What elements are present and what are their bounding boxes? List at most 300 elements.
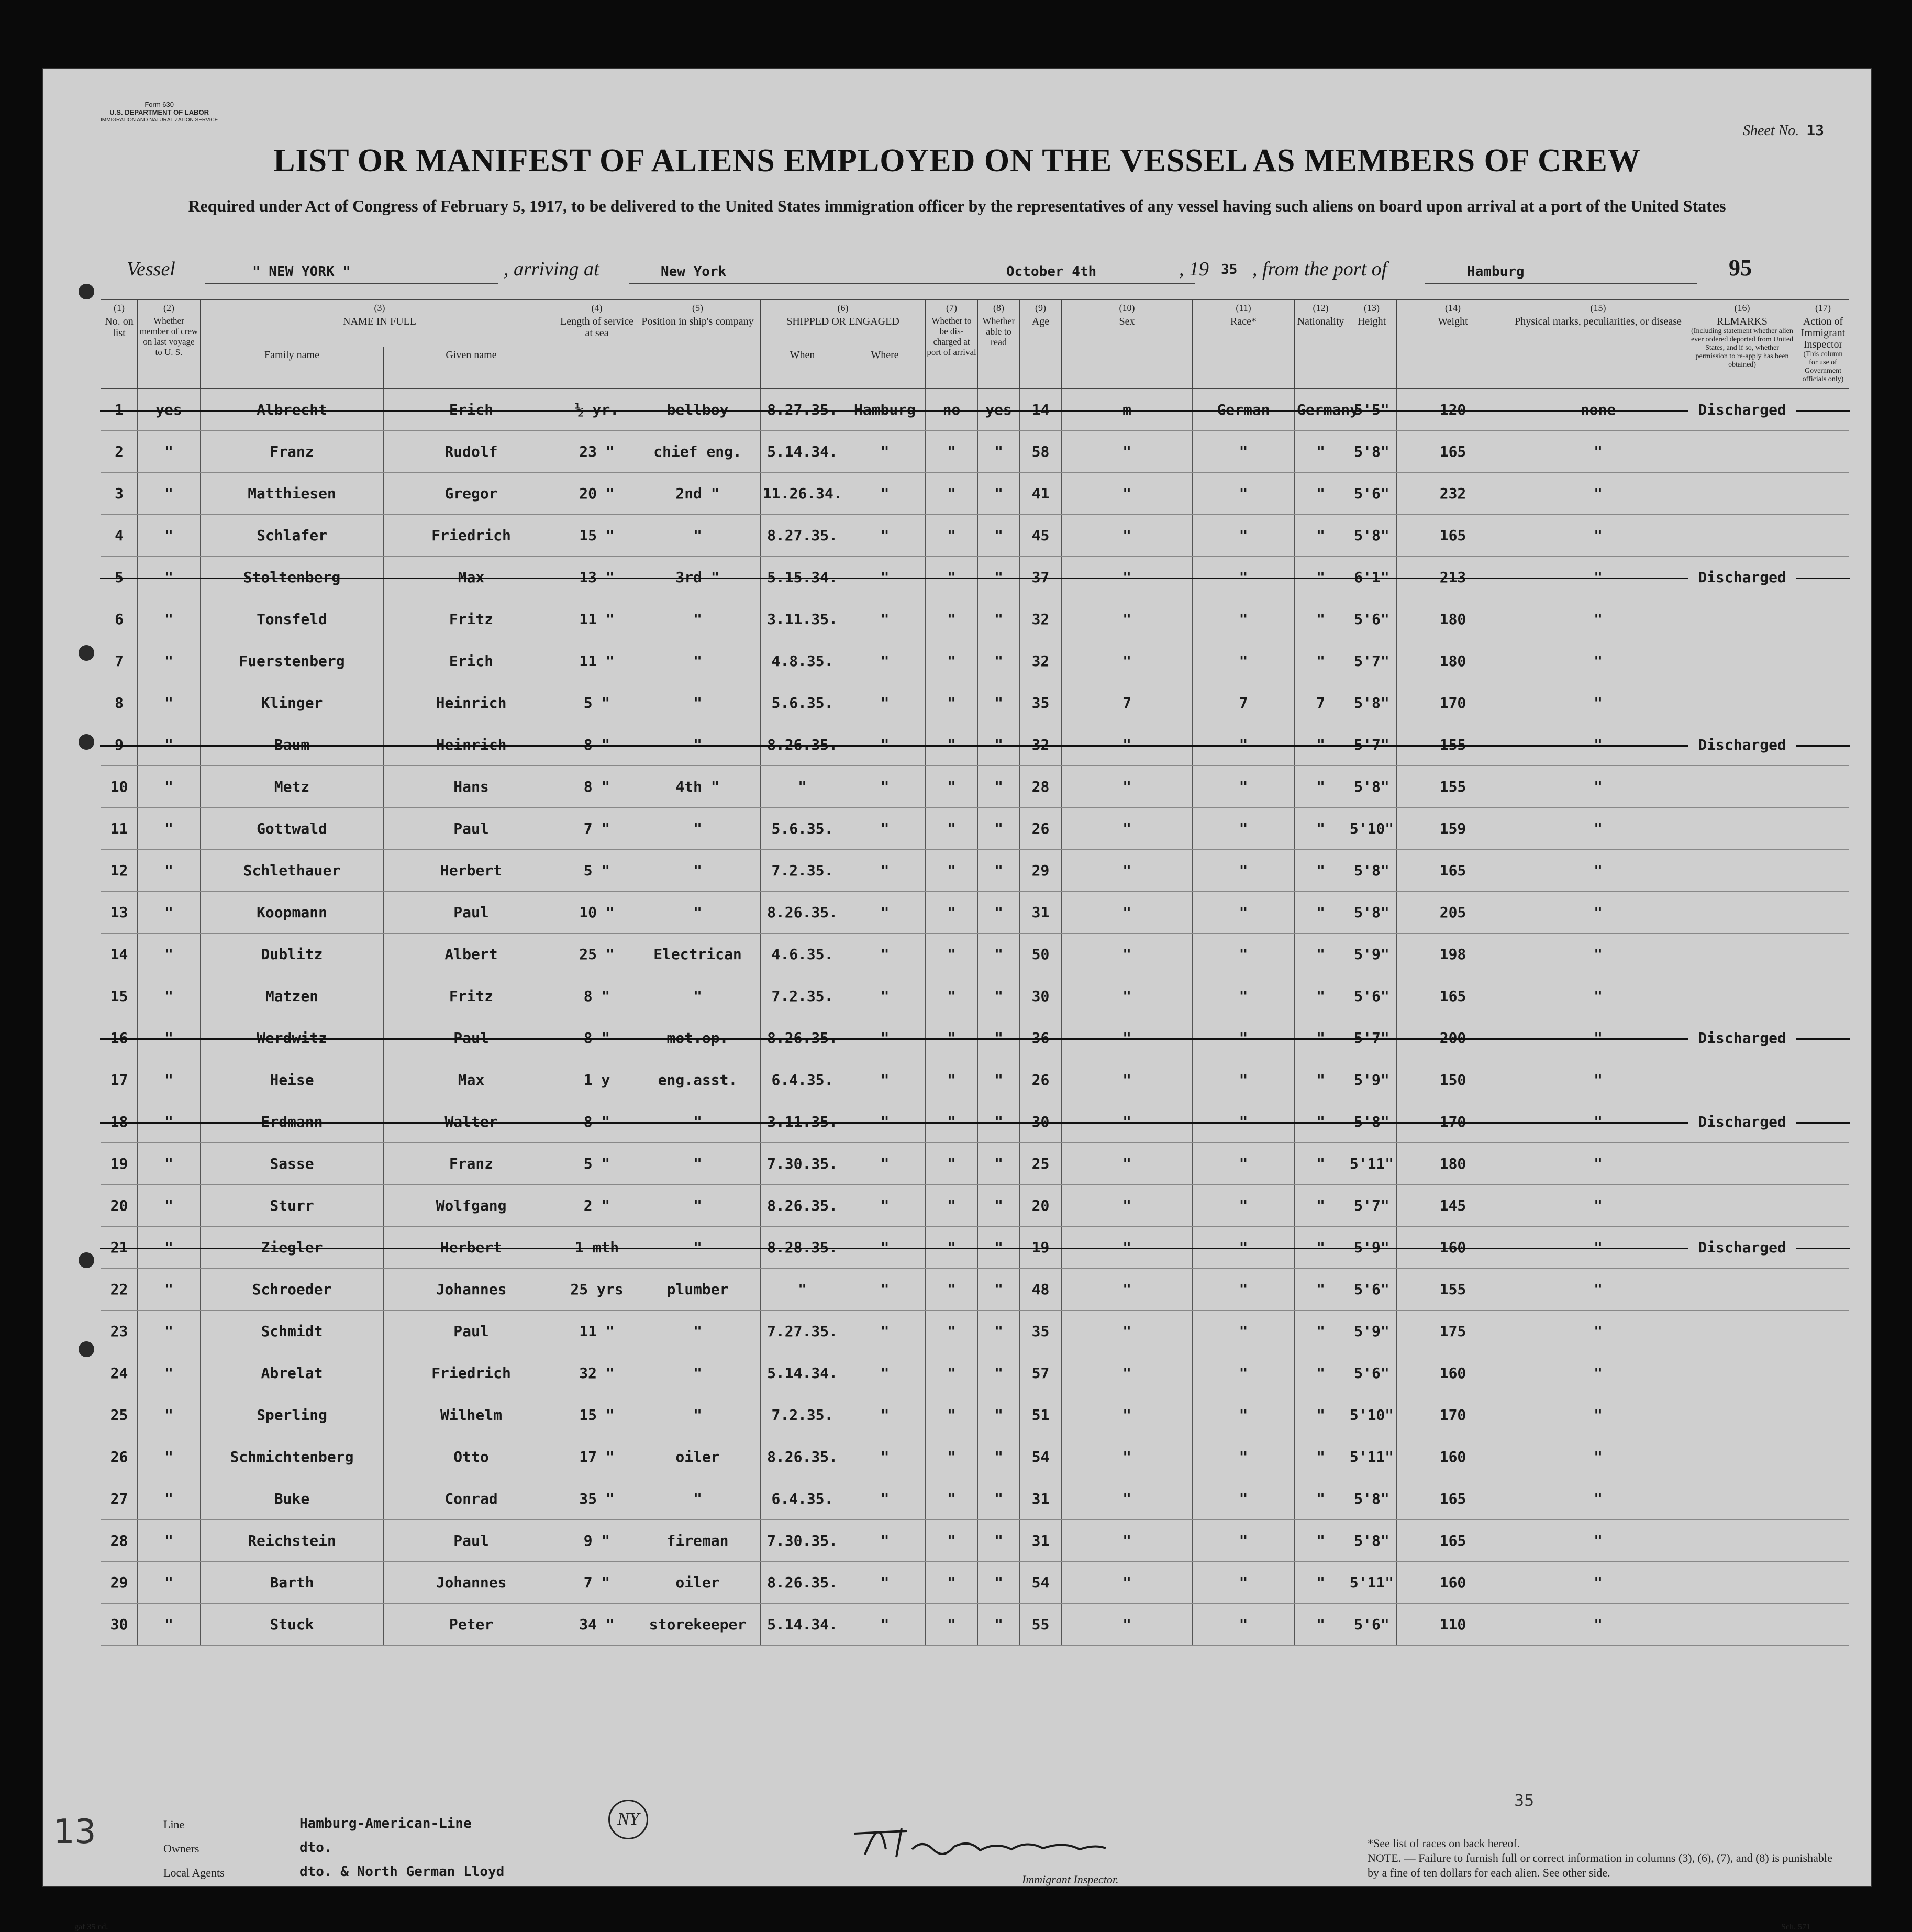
discharged-cell: " xyxy=(926,1101,978,1143)
height-cell: 5'8" xyxy=(1347,1478,1397,1520)
sex-cell: " xyxy=(1062,1227,1193,1269)
shipped-where-cell: " xyxy=(844,1185,926,1227)
races-note: *See list of races on back hereof. xyxy=(1368,1837,1520,1850)
discharged-cell: " xyxy=(926,1227,978,1269)
inspector-action-cell xyxy=(1797,1478,1849,1520)
discharged-cell: " xyxy=(926,1269,978,1311)
family-name-cell: Schmidt xyxy=(201,1311,384,1352)
race-cell: " xyxy=(1193,892,1295,934)
service-length-cell: 13 " xyxy=(559,557,635,598)
table-row xyxy=(101,557,1849,598)
nationality-cell: 7 xyxy=(1295,682,1347,724)
shipped-when-cell: 3.11.35. xyxy=(761,598,844,640)
discharged-cell: " xyxy=(926,1017,978,1059)
race-cell: " xyxy=(1193,934,1295,975)
weight-cell: 205 xyxy=(1397,892,1509,934)
weight-cell: 160 xyxy=(1397,1562,1509,1604)
height-cell: 5'7" xyxy=(1347,640,1397,682)
race-cell: " xyxy=(1193,1604,1295,1646)
col-nationality-header: (12) Nationality xyxy=(1295,300,1347,389)
sex-cell: " xyxy=(1062,1101,1193,1143)
height-cell: 5'8" xyxy=(1347,515,1397,557)
given-name-cell: Gregor xyxy=(384,473,559,515)
able-to-read-cell: " xyxy=(978,1352,1020,1394)
row-number-cell: 1 xyxy=(101,389,138,431)
nationality-cell: " xyxy=(1295,515,1347,557)
nationality-cell: " xyxy=(1295,1394,1347,1436)
position-cell: " xyxy=(635,515,761,557)
height-cell: 5'9" xyxy=(1347,1059,1397,1101)
given-name-cell: Heinrich xyxy=(384,724,559,766)
discharged-cell: " xyxy=(926,1143,978,1185)
discharged-cell: " xyxy=(926,640,978,682)
vessel-line xyxy=(127,255,1752,289)
race-cell: " xyxy=(1193,1143,1295,1185)
shipped-where-cell: " xyxy=(844,808,926,850)
position-cell: " xyxy=(635,640,761,682)
table-row xyxy=(101,389,1849,431)
given-name-cell: Friedrich xyxy=(384,515,559,557)
able-to-read-cell: " xyxy=(978,850,1020,892)
department-name: U.S. DEPARTMENT OF LABOR xyxy=(109,108,209,116)
height-cell: 5'9" xyxy=(1347,1311,1397,1352)
able-to-read-cell: " xyxy=(978,1311,1020,1352)
col-no-header: (1) No. on list xyxy=(101,300,138,389)
row-number-cell: 6 xyxy=(101,598,138,640)
discharged-cell: " xyxy=(926,1185,978,1227)
sex-cell: " xyxy=(1062,1017,1193,1059)
sex-cell: m xyxy=(1062,389,1193,431)
shipped-where-cell: " xyxy=(844,1604,926,1646)
nationality-cell: " xyxy=(1295,724,1347,766)
given-name-cell: Wilhelm xyxy=(384,1394,559,1436)
position-cell: " xyxy=(635,892,761,934)
service-length-cell: 32 " xyxy=(559,1352,635,1394)
physical-marks-cell: " xyxy=(1509,1101,1687,1143)
height-cell: 6'1" xyxy=(1347,557,1397,598)
able-to-read-cell: " xyxy=(978,724,1020,766)
remarks-cell: Discharged xyxy=(1687,557,1797,598)
discharged-cell: " xyxy=(926,1059,978,1101)
given-name-cell: Johannes xyxy=(384,1562,559,1604)
physical-marks-cell: " xyxy=(1509,1352,1687,1394)
margin-page-number: 13 xyxy=(53,1813,96,1851)
service-length-cell: 17 " xyxy=(559,1436,635,1478)
remarks-cell xyxy=(1687,1478,1797,1520)
family-name-cell: Werdwitz xyxy=(201,1017,384,1059)
given-name-cell: Paul xyxy=(384,808,559,850)
prev-voyage-cell: " xyxy=(138,975,201,1017)
family-name-cell: Sasse xyxy=(201,1143,384,1185)
service-length-cell: 34 " xyxy=(559,1604,635,1646)
row-number-cell: 13 xyxy=(101,892,138,934)
age-cell: 31 xyxy=(1020,1478,1062,1520)
nationality-cell: " xyxy=(1295,1227,1347,1269)
prev-voyage-cell: " xyxy=(138,1059,201,1101)
race-cell: " xyxy=(1193,640,1295,682)
shipped-when-cell: 8.27.35. xyxy=(761,389,844,431)
table-row xyxy=(101,975,1849,1017)
age-cell: 25 xyxy=(1020,1143,1062,1185)
table-row xyxy=(101,892,1849,934)
age-cell: 32 xyxy=(1020,640,1062,682)
year-prefix: , 19 xyxy=(1179,258,1209,280)
physical-marks-cell: " xyxy=(1509,640,1687,682)
given-name-cell: Paul xyxy=(384,1017,559,1059)
able-to-read-cell: " xyxy=(978,1269,1020,1311)
service-length-cell: 10 " xyxy=(559,892,635,934)
row-number-cell: 3 xyxy=(101,473,138,515)
from-label: , from the port of xyxy=(1252,258,1387,280)
nationality-cell: " xyxy=(1295,1436,1347,1478)
service-length-cell: 15 " xyxy=(559,1394,635,1436)
nationality-cell: " xyxy=(1295,640,1347,682)
physical-marks-cell: " xyxy=(1509,515,1687,557)
race-cell: " xyxy=(1193,557,1295,598)
page-title: LIST OR MANIFEST OF ALIENS EMPLOYED ON THE VESSEL AS MEMBERS OF CREW xyxy=(273,143,1641,179)
nationality-cell: " xyxy=(1295,431,1347,473)
col-sex-header: (10) Sex xyxy=(1062,300,1193,389)
table-row xyxy=(101,515,1849,557)
vessel-name: " NEW YORK " xyxy=(252,264,351,280)
footer-notes xyxy=(1368,1836,1839,1880)
family-name-cell: Schmichtenberg xyxy=(201,1436,384,1478)
family-name-cell: Baum xyxy=(201,724,384,766)
form-number: Form 630 xyxy=(144,101,174,108)
footer xyxy=(101,1792,1832,1896)
given-name-cell: Erich xyxy=(384,389,559,431)
nationality-cell: " xyxy=(1295,473,1347,515)
discharged-cell: " xyxy=(926,515,978,557)
sex-cell: " xyxy=(1062,1185,1193,1227)
sex-cell: " xyxy=(1062,724,1193,766)
service-length-cell: 11 " xyxy=(559,598,635,640)
service-length-cell: 1 y xyxy=(559,1059,635,1101)
prev-voyage-cell: " xyxy=(138,892,201,934)
sex-cell: " xyxy=(1062,1059,1193,1101)
shipped-when-cell: 8.26.35. xyxy=(761,1436,844,1478)
row-number-cell: 23 xyxy=(101,1311,138,1352)
weight-cell: 155 xyxy=(1397,1269,1509,1311)
agents-value: dto. & North German Lloyd xyxy=(299,1864,505,1880)
given-name-cell: Paul xyxy=(384,1520,559,1562)
given-name-cell: Peter xyxy=(384,1604,559,1646)
row-number-cell: 22 xyxy=(101,1269,138,1311)
position-cell: " xyxy=(635,1352,761,1394)
prev-voyage-cell: " xyxy=(138,640,201,682)
height-cell: 5'10" xyxy=(1347,1394,1397,1436)
inspector-action-cell xyxy=(1797,1436,1849,1478)
row-number-cell: 28 xyxy=(101,1520,138,1562)
row-number-cell: 15 xyxy=(101,975,138,1017)
col-action-header: (17) Action of Immigrant Inspector (This column for use of Government officials only) xyxy=(1797,300,1849,389)
physical-marks-cell: " xyxy=(1509,1059,1687,1101)
margin-number: 35 xyxy=(1514,1792,1535,1810)
remarks-cell xyxy=(1687,598,1797,640)
weight-cell: 200 xyxy=(1397,1017,1509,1059)
inspector-label: Immigrant Inspector. xyxy=(1022,1873,1119,1886)
manifest-sheet xyxy=(42,68,1872,1931)
shipped-when-cell: 8.26.35. xyxy=(761,1017,844,1059)
discharged-cell: " xyxy=(926,850,978,892)
nationality-cell: " xyxy=(1295,1352,1347,1394)
height-cell: 5'8" xyxy=(1347,682,1397,724)
discharged-cell: " xyxy=(926,1352,978,1394)
sex-cell: " xyxy=(1062,766,1193,808)
nationality-cell: " xyxy=(1295,1478,1347,1520)
discharged-cell: no xyxy=(926,389,978,431)
inspector-action-cell xyxy=(1797,934,1849,975)
family-name-cell: Ziegler xyxy=(201,1227,384,1269)
position-cell: " xyxy=(635,1478,761,1520)
race-cell: " xyxy=(1193,1562,1295,1604)
given-name-cell: Herbert xyxy=(384,1227,559,1269)
remarks-cell xyxy=(1687,892,1797,934)
table-row xyxy=(101,1017,1849,1059)
height-cell: 5'8" xyxy=(1347,1520,1397,1562)
able-to-read-cell: " xyxy=(978,1185,1020,1227)
service-length-cell: ½ yr. xyxy=(559,389,635,431)
inspector-action-cell xyxy=(1797,1017,1849,1059)
inspector-action-cell xyxy=(1797,431,1849,473)
remarks-cell xyxy=(1687,1269,1797,1311)
inspector-action-cell xyxy=(1797,975,1849,1017)
shipped-when-cell: 6.4.35. xyxy=(761,1478,844,1520)
family-name-cell: Albrecht xyxy=(201,389,384,431)
able-to-read-cell: " xyxy=(978,1059,1020,1101)
ny-stamp: NY xyxy=(608,1800,648,1839)
position-cell: eng.asst. xyxy=(635,1059,761,1101)
shipped-where-cell: " xyxy=(844,557,926,598)
inspector-action-cell xyxy=(1797,557,1849,598)
row-number-cell: 7 xyxy=(101,640,138,682)
inspector-action-cell xyxy=(1797,1227,1849,1269)
vessel-label: Vessel xyxy=(127,258,175,280)
remarks-cell xyxy=(1687,1352,1797,1394)
physical-marks-cell: " xyxy=(1509,975,1687,1017)
table-row xyxy=(101,724,1849,766)
family-name-cell: Dublitz xyxy=(201,934,384,975)
discharged-cell: " xyxy=(926,1604,978,1646)
age-cell: 35 xyxy=(1020,1311,1062,1352)
discharged-cell: " xyxy=(926,934,978,975)
shipped-when-cell: 8.27.35. xyxy=(761,515,844,557)
shipped-where-cell: Hamburg xyxy=(844,389,926,431)
weight-cell: 155 xyxy=(1397,724,1509,766)
able-to-read-cell: " xyxy=(978,892,1020,934)
remarks-cell xyxy=(1687,766,1797,808)
given-name-cell: Erich xyxy=(384,640,559,682)
prev-voyage-cell: " xyxy=(138,1394,201,1436)
family-name-cell: Matzen xyxy=(201,975,384,1017)
service-length-cell: 11 " xyxy=(559,640,635,682)
row-number-cell: 20 xyxy=(101,1185,138,1227)
prev-voyage-cell: " xyxy=(138,1017,201,1059)
family-name-cell: Koopmann xyxy=(201,892,384,934)
remarks-cell xyxy=(1687,1143,1797,1185)
physical-marks-cell: " xyxy=(1509,808,1687,850)
race-cell: " xyxy=(1193,1478,1295,1520)
remarks-cell xyxy=(1687,640,1797,682)
position-cell: plumber xyxy=(635,1269,761,1311)
able-to-read-cell: " xyxy=(978,766,1020,808)
sheet-number-label: Sheet No. xyxy=(1742,123,1799,139)
vessel-underline xyxy=(205,283,498,284)
race-cell: " xyxy=(1193,431,1295,473)
given-name-cell: Herbert xyxy=(384,850,559,892)
service-length-cell: 20 " xyxy=(559,473,635,515)
able-to-read-cell: " xyxy=(978,1101,1020,1143)
family-name-cell: Schroeder xyxy=(201,1269,384,1311)
col-service-header: (4) Length of service at sea xyxy=(559,300,635,389)
physical-marks-cell: " xyxy=(1509,1269,1687,1311)
able-to-read-cell: " xyxy=(978,934,1020,975)
position-cell: fireman xyxy=(635,1520,761,1562)
inspector-action-cell xyxy=(1797,389,1849,431)
weight-cell: 165 xyxy=(1397,1520,1509,1562)
physical-marks-cell: " xyxy=(1509,1185,1687,1227)
row-number-cell: 21 xyxy=(101,1227,138,1269)
weight-cell: 165 xyxy=(1397,975,1509,1017)
col-family-name-header: Family name xyxy=(201,347,384,389)
service-length-cell: 15 " xyxy=(559,515,635,557)
col-given-name-header: Given name xyxy=(384,347,559,389)
remarks-cell xyxy=(1687,1520,1797,1562)
remarks-cell: Discharged xyxy=(1687,389,1797,431)
weight-cell: 165 xyxy=(1397,850,1509,892)
discharged-cell: " xyxy=(926,1478,978,1520)
discharged-cell: " xyxy=(926,431,978,473)
table-row xyxy=(101,1562,1849,1604)
family-name-cell: Heise xyxy=(201,1059,384,1101)
inspector-action-cell xyxy=(1797,1311,1849,1352)
age-cell: 20 xyxy=(1020,1185,1062,1227)
table-row xyxy=(101,766,1849,808)
shipped-when-cell: 5.14.34. xyxy=(761,1604,844,1646)
remarks-cell xyxy=(1687,431,1797,473)
inspector-action-cell xyxy=(1797,1185,1849,1227)
race-cell: " xyxy=(1193,724,1295,766)
prev-voyage-cell: " xyxy=(138,1478,201,1520)
service-length-cell: 8 " xyxy=(559,724,635,766)
service-length-cell: 8 " xyxy=(559,1017,635,1059)
row-number-cell: 11 xyxy=(101,808,138,850)
able-to-read-cell: " xyxy=(978,431,1020,473)
discharged-cell: " xyxy=(926,682,978,724)
remarks-cell xyxy=(1687,682,1797,724)
service-length-cell: 8 " xyxy=(559,1101,635,1143)
shipped-where-cell: " xyxy=(844,431,926,473)
height-cell: 5'7" xyxy=(1347,1185,1397,1227)
service-length-cell: 8 " xyxy=(559,975,635,1017)
age-cell: 35 xyxy=(1020,682,1062,724)
sex-cell: " xyxy=(1062,1143,1193,1185)
weight-cell: 232 xyxy=(1397,473,1509,515)
service-length-cell: 7 " xyxy=(559,1562,635,1604)
prev-voyage-cell: " xyxy=(138,515,201,557)
sex-cell: " xyxy=(1062,892,1193,934)
weight-cell: 180 xyxy=(1397,1143,1509,1185)
nationality-cell: " xyxy=(1295,766,1347,808)
able-to-read-cell: " xyxy=(978,1436,1020,1478)
weight-cell: 120 xyxy=(1397,389,1509,431)
shipped-where-cell: " xyxy=(844,1520,926,1562)
manifest-table xyxy=(101,299,1849,1646)
position-cell: storekeeper xyxy=(635,1604,761,1646)
inspector-action-cell xyxy=(1797,1562,1849,1604)
family-name-cell: Reichstein xyxy=(201,1520,384,1562)
shipped-where-cell: " xyxy=(844,1059,926,1101)
col-read-header: (8) Whether able to read xyxy=(978,300,1020,389)
sex-cell: " xyxy=(1062,431,1193,473)
age-cell: 58 xyxy=(1020,431,1062,473)
nationality-cell: " xyxy=(1295,1604,1347,1646)
discharged-cell: " xyxy=(926,1436,978,1478)
shipped-where-cell: " xyxy=(844,892,926,934)
prev-voyage-cell: yes xyxy=(138,389,201,431)
position-cell: 2nd " xyxy=(635,473,761,515)
height-cell: 5'11" xyxy=(1347,1436,1397,1478)
nationality-cell: " xyxy=(1295,1101,1347,1143)
inspector-action-cell xyxy=(1797,850,1849,892)
remarks-cell xyxy=(1687,975,1797,1017)
shipped-when-cell: 7.2.35. xyxy=(761,850,844,892)
weight-cell: 160 xyxy=(1397,1436,1509,1478)
shipped-where-cell: " xyxy=(844,640,926,682)
sex-cell: " xyxy=(1062,1352,1193,1394)
weight-cell: 165 xyxy=(1397,1478,1509,1520)
prev-voyage-cell: " xyxy=(138,850,201,892)
given-name-cell: Heinrich xyxy=(384,682,559,724)
physical-marks-cell: " xyxy=(1509,1478,1687,1520)
arrival-date: October 4th xyxy=(1006,264,1097,280)
physical-marks-cell: " xyxy=(1509,473,1687,515)
height-cell: 5'8" xyxy=(1347,892,1397,934)
shipped-when-cell: 8.26.35. xyxy=(761,1562,844,1604)
height-cell: 5'6" xyxy=(1347,473,1397,515)
shipped-when-cell: 4.8.35. xyxy=(761,640,844,682)
sex-cell: " xyxy=(1062,1436,1193,1478)
shipped-where-cell: " xyxy=(844,682,926,724)
inspector-action-cell xyxy=(1797,598,1849,640)
sex-cell: " xyxy=(1062,1562,1193,1604)
able-to-read-cell: " xyxy=(978,1227,1020,1269)
physical-marks-cell: none xyxy=(1509,389,1687,431)
family-name-cell: Abrelat xyxy=(201,1352,384,1394)
remarks-cell xyxy=(1687,850,1797,892)
row-number-cell: 26 xyxy=(101,1436,138,1478)
remarks-cell xyxy=(1687,1059,1797,1101)
able-to-read-cell: " xyxy=(978,1604,1020,1646)
manifest-table-wrap xyxy=(101,299,1849,1797)
age-cell: 57 xyxy=(1020,1352,1062,1394)
line-value: Hamburg-American-Line xyxy=(299,1816,472,1831)
shipped-where-cell: " xyxy=(844,515,926,557)
table-row xyxy=(101,1185,1849,1227)
age-cell: 41 xyxy=(1020,473,1062,515)
sex-cell: " xyxy=(1062,557,1193,598)
table-row xyxy=(101,1520,1849,1562)
given-name-cell: Paul xyxy=(384,892,559,934)
row-number-cell: 30 xyxy=(101,1604,138,1646)
table-row xyxy=(101,850,1849,892)
row-number-cell: 19 xyxy=(101,1143,138,1185)
sex-cell: " xyxy=(1062,975,1193,1017)
row-number-cell: 4 xyxy=(101,515,138,557)
binding-hole xyxy=(79,734,94,750)
able-to-read-cell: " xyxy=(978,808,1020,850)
race-cell: 7 xyxy=(1193,682,1295,724)
